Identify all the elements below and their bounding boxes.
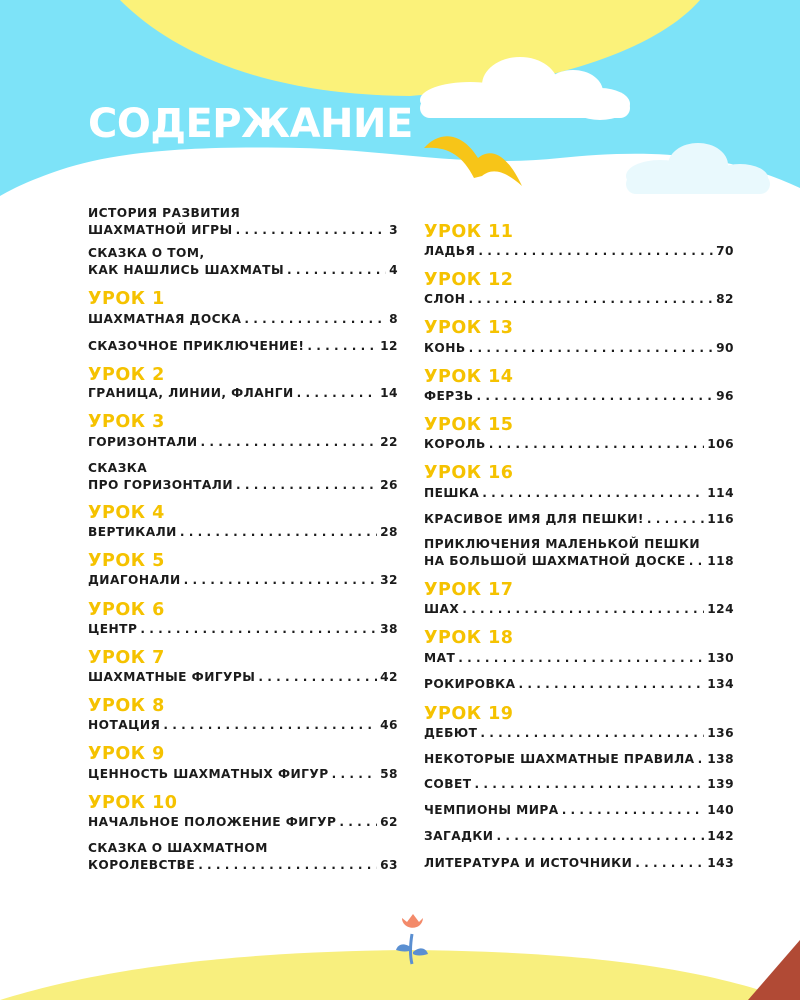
toc-entry-line xyxy=(88,222,398,239)
toc-entry-line-first xyxy=(88,840,398,857)
toc-page-number: 130 xyxy=(707,651,734,665)
toc-page-number: 22 xyxy=(380,435,398,449)
dot-leader xyxy=(180,524,377,541)
toc-page-number: 32 xyxy=(380,573,398,587)
toc-entry[interactable] xyxy=(424,536,734,570)
dot-leader xyxy=(184,572,378,589)
ground-hill xyxy=(0,950,790,1000)
toc-entry-title: ЦЕНТР xyxy=(88,622,138,636)
toc-entry-line xyxy=(424,751,734,768)
toc-page-number: 142 xyxy=(707,829,734,843)
toc-entry-line xyxy=(424,511,734,528)
dot-leader xyxy=(244,311,386,328)
dot-leader xyxy=(462,601,704,618)
toc-entry-line xyxy=(88,621,398,638)
lesson-heading: УРОК 19 xyxy=(424,704,514,724)
toc-entry-line xyxy=(424,855,734,872)
toc-entry-title: ДЕБЮТ xyxy=(424,726,478,740)
dot-leader xyxy=(339,814,377,831)
toc-entry-line xyxy=(424,676,734,693)
toc-entry-line xyxy=(424,650,734,667)
toc-page-number: 46 xyxy=(380,718,398,732)
toc-entry-line xyxy=(424,828,734,845)
lesson-heading: УРОК 9 xyxy=(88,744,165,764)
toc-entry-title: ШАХМАТНЫЕ ФИГУРЫ xyxy=(88,670,256,684)
lesson-heading: УРОК 2 xyxy=(88,365,165,385)
toc-entry-line-first xyxy=(88,205,398,222)
toc-entry[interactable] xyxy=(88,338,398,355)
toc-entry-title: НА БОЛЬШОЙ ШАХМАТНОЙ ДОСКЕ xyxy=(424,554,686,568)
lesson-heading: УРОК 10 xyxy=(88,793,178,813)
toc-entry-line xyxy=(424,243,734,260)
toc-page-number: 96 xyxy=(716,389,734,403)
toc-page-number: 90 xyxy=(716,341,734,355)
toc-entry[interactable] xyxy=(424,388,734,405)
toc-page-number: 14 xyxy=(380,386,398,400)
dot-leader xyxy=(480,725,704,742)
dot-leader xyxy=(332,766,378,783)
toc-entry[interactable] xyxy=(88,669,398,686)
toc-entry[interactable] xyxy=(88,311,398,328)
toc-entry[interactable] xyxy=(88,717,398,734)
toc-entry-line xyxy=(88,434,398,451)
toc-entry[interactable] xyxy=(424,291,734,308)
toc-entry-title: НАЧАЛЬНОЕ ПОЛОЖЕНИЕ ФИГУР xyxy=(88,815,337,829)
dot-leader xyxy=(698,751,705,768)
toc-entry-line xyxy=(424,388,734,405)
dot-leader xyxy=(140,621,377,638)
toc-page-number: 28 xyxy=(380,525,398,539)
toc-page-number: 3 xyxy=(389,223,398,237)
toc-entry-title: ДИАГОНАЛИ xyxy=(88,573,181,587)
dot-leader xyxy=(287,262,386,279)
toc-entry-line-first xyxy=(424,536,734,553)
toc-page-number: 134 xyxy=(707,677,734,691)
toc-entry-title: ВЕРТИКАЛИ xyxy=(88,525,177,539)
toc-entry[interactable] xyxy=(88,814,398,831)
toc-entry-title: РОКИРОВКА xyxy=(424,677,516,691)
toc-entry[interactable] xyxy=(88,434,398,451)
dot-leader xyxy=(635,855,704,872)
dot-leader xyxy=(458,650,704,667)
toc-page-number: 42 xyxy=(380,670,398,684)
toc-entry-line xyxy=(424,340,734,357)
dot-leader xyxy=(307,338,377,355)
toc-entry[interactable] xyxy=(424,802,734,819)
dot-leader xyxy=(198,857,377,874)
toc-entry[interactable] xyxy=(424,485,734,502)
lesson-heading: УРОК 18 xyxy=(424,628,514,648)
toc-entry-title: ЦЕННОСТЬ ШАХМАТНЫХ ФИГУР xyxy=(88,767,329,781)
toc-entry-title: ЛИТЕРАТУРА И ИСТОЧНИКИ xyxy=(424,856,633,870)
toc-entry-title: СКАЗКА xyxy=(88,461,148,475)
dot-leader xyxy=(468,291,713,308)
toc-entry-line xyxy=(88,717,398,734)
toc-entry-line xyxy=(424,725,734,742)
toc-entry[interactable] xyxy=(424,511,734,528)
toc-entry-line-first xyxy=(88,460,398,477)
toc-entry[interactable] xyxy=(424,751,734,768)
toc-entry[interactable] xyxy=(88,766,398,783)
toc-entry[interactable] xyxy=(88,621,398,638)
toc-page-number: 136 xyxy=(707,726,734,740)
toc-entry-title: ШАХМАТНАЯ ДОСКА xyxy=(88,312,242,326)
toc-entry-title: СКАЗКА О ШАХМАТНОМ xyxy=(88,841,268,855)
toc-entry-line xyxy=(88,524,398,541)
toc-page-number: 63 xyxy=(380,858,398,872)
toc-entry[interactable] xyxy=(88,572,398,589)
toc-page-number: 106 xyxy=(707,437,734,451)
toc-entry-title: ЗАГАДКИ xyxy=(424,829,494,843)
dot-leader xyxy=(647,511,704,528)
toc-entry[interactable] xyxy=(424,601,734,618)
toc-entry-title: НОТАЦИЯ xyxy=(88,718,161,732)
toc-entry-title: ЧЕМПИОНЫ МИРА xyxy=(424,803,559,817)
toc-page-number: 138 xyxy=(707,752,734,766)
toc-entry[interactable] xyxy=(424,436,734,453)
toc-entry[interactable] xyxy=(424,676,734,693)
dot-leader xyxy=(496,828,704,845)
toc-entry-title: КОРОЛЬ xyxy=(424,437,486,451)
toc-page-number: 12 xyxy=(380,339,398,353)
toc-entry-title: СЛОН xyxy=(424,292,466,306)
toc-entry-title: ПЕШКА xyxy=(424,486,480,500)
lesson-heading: УРОК 11 xyxy=(424,222,514,242)
toc-entry-line xyxy=(424,601,734,618)
lesson-heading: УРОК 12 xyxy=(424,270,514,290)
dot-leader xyxy=(482,485,704,502)
toc-entry-title: СОВЕТ xyxy=(424,777,472,791)
toc-page-number: 62 xyxy=(380,815,398,829)
toc-entry-title: ШАХМАТНОЙ ИГРЫ xyxy=(88,223,233,237)
toc-entry-title: ИСТОРИЯ РАЗВИТИЯ xyxy=(88,206,241,220)
lesson-heading: УРОК 16 xyxy=(424,463,514,483)
dot-leader xyxy=(689,553,704,570)
dot-leader xyxy=(236,222,386,239)
toc-entry[interactable] xyxy=(88,524,398,541)
toc-entry-line xyxy=(88,572,398,589)
lesson-heading: УРОК 4 xyxy=(88,503,165,523)
toc-entry[interactable] xyxy=(424,855,734,872)
toc-entry[interactable] xyxy=(424,828,734,845)
toc-entry[interactable] xyxy=(424,340,734,357)
toc-entry-title: СКАЗОЧНОЕ ПРИКЛЮЧЕНИЕ! xyxy=(88,339,305,353)
toc-entry[interactable] xyxy=(88,245,398,279)
dot-leader xyxy=(477,388,714,405)
toc-entry-title: ФЕРЗЬ xyxy=(424,389,474,403)
lesson-heading: УРОК 1 xyxy=(88,289,165,309)
lesson-heading: УРОК 5 xyxy=(88,551,165,571)
toc-page-number: 143 xyxy=(707,856,734,870)
page-title: СОДЕРЖАНИЕ xyxy=(88,101,413,147)
dot-leader xyxy=(163,717,377,734)
lesson-heading: УРОК 13 xyxy=(424,318,514,338)
toc-entry[interactable] xyxy=(88,205,398,239)
toc-page-number: 70 xyxy=(716,244,734,258)
toc-page-number: 26 xyxy=(380,478,398,492)
toc-entry-line xyxy=(88,338,398,355)
toc-entry-line xyxy=(424,553,734,570)
dot-leader xyxy=(258,669,377,686)
toc-entry[interactable] xyxy=(424,650,734,667)
toc-entry-line xyxy=(88,385,398,402)
toc-entry-title: МАТ xyxy=(424,651,456,665)
toc-entry[interactable] xyxy=(88,840,398,874)
toc-entry-title: КОНЬ xyxy=(424,341,466,355)
toc-entry-line xyxy=(88,477,398,494)
dot-leader xyxy=(297,385,377,402)
toc-entry[interactable] xyxy=(424,243,734,260)
toc-page-number: 116 xyxy=(707,512,734,526)
toc-page-number: 8 xyxy=(389,312,398,326)
toc-entry-line xyxy=(88,311,398,328)
toc-page-number: 139 xyxy=(707,777,734,791)
lesson-heading: УРОК 6 xyxy=(88,600,165,620)
toc-entry-title: КОРОЛЕВСТВЕ xyxy=(88,858,196,872)
toc-entry-title: СКАЗКА О ТОМ, xyxy=(88,246,205,260)
toc-entry-line xyxy=(88,669,398,686)
toc-page-number: 58 xyxy=(380,767,398,781)
dot-leader xyxy=(201,434,378,451)
toc-entry-line-first xyxy=(88,245,398,262)
toc-page-number: 4 xyxy=(389,263,398,277)
lesson-heading: УРОК 17 xyxy=(424,580,514,600)
lesson-heading: УРОК 14 xyxy=(424,367,514,387)
lesson-heading: УРОК 15 xyxy=(424,415,514,435)
toc-entry-line xyxy=(424,291,734,308)
dot-leader xyxy=(474,776,704,793)
toc-entry[interactable] xyxy=(88,385,398,402)
lesson-heading: УРОК 8 xyxy=(88,696,165,716)
dot-leader xyxy=(489,436,704,453)
toc-page-number: 38 xyxy=(380,622,398,636)
toc-entry[interactable] xyxy=(424,776,734,793)
toc-page-number: 82 xyxy=(716,292,734,306)
toc-entry[interactable] xyxy=(424,725,734,742)
toc-entry-title: КРАСИВОЕ ИМЯ ДЛЯ ПЕШКИ! xyxy=(424,512,644,526)
dot-leader xyxy=(562,802,705,819)
toc-entry-line xyxy=(88,766,398,783)
toc-entry-title: ГРАНИЦА, ЛИНИИ, ФЛАНГИ xyxy=(88,386,294,400)
toc-entry-title: ЛАДЬЯ xyxy=(424,244,476,258)
dot-leader xyxy=(478,243,713,260)
lesson-heading: УРОК 3 xyxy=(88,412,165,432)
toc-entry-line xyxy=(424,776,734,793)
toc-page-number: 118 xyxy=(707,554,734,568)
toc-entry-line xyxy=(88,857,398,874)
toc-entry-title: ШАХ xyxy=(424,602,460,616)
toc-entry-title: ГОРИЗОНТАЛИ xyxy=(88,435,198,449)
toc-entry[interactable] xyxy=(88,460,398,494)
dot-leader xyxy=(469,340,714,357)
lesson-heading: УРОК 7 xyxy=(88,648,165,668)
toc-entry-line xyxy=(424,485,734,502)
toc-entry-line xyxy=(424,436,734,453)
toc-entry-title: КАК НАШЛИСЬ ШАХМАТЫ xyxy=(88,263,285,277)
toc-entry-line xyxy=(88,814,398,831)
toc-entry-line xyxy=(424,802,734,819)
toc-page-number: 124 xyxy=(707,602,734,616)
toc-entry-line xyxy=(88,262,398,279)
dot-leader xyxy=(518,676,704,693)
toc-entry-title: НЕКОТОРЫЕ ШАХМАТНЫЕ ПРАВИЛА xyxy=(424,752,695,766)
toc-page-number: 114 xyxy=(707,486,734,500)
dot-leader xyxy=(236,477,377,494)
toc-entry-title: ПРИКЛЮЧЕНИЯ МАЛЕНЬКОЙ ПЕШКИ xyxy=(424,537,701,551)
toc-entry-title: ПРО ГОРИЗОНТАЛИ xyxy=(88,478,234,492)
toc-page-number: 140 xyxy=(707,803,734,817)
